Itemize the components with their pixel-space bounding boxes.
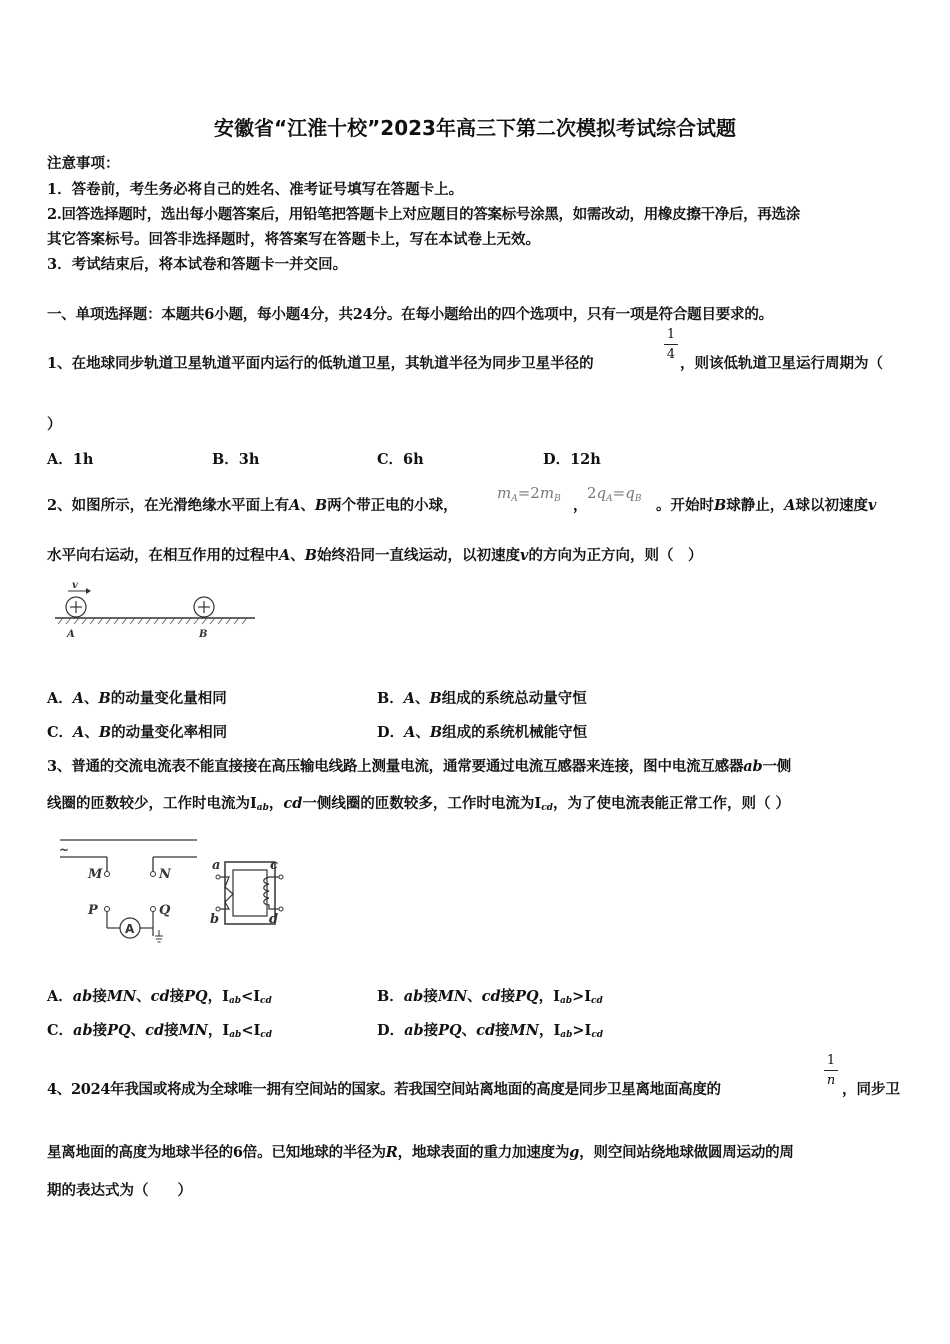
q3-opt-d-y2: MN	[509, 1022, 539, 1039]
q2-text-a1: 2、如图所示，在光滑绝缘水平面上有	[47, 497, 290, 514]
label-d: d	[269, 912, 279, 927]
terminal-q	[151, 907, 156, 912]
q1-option-b[interactable]: B．3h	[212, 451, 260, 468]
q3-opt-d-s2: cd	[591, 1030, 604, 1040]
q1-fraction	[664, 327, 678, 362]
q3-opt-c-rel: <	[241, 1022, 254, 1039]
q3-opt-c-comma: ，	[207, 1022, 223, 1039]
fig-label-a: A	[67, 629, 75, 640]
q3-var-cd: cd	[283, 795, 303, 812]
q2-sep2: 、	[290, 547, 305, 564]
f2-q: q	[596, 484, 607, 502]
q3-var-ab: ab	[743, 758, 763, 775]
q3-opt-c-y2: MN	[178, 1022, 208, 1039]
q2-var-v: v	[868, 497, 877, 514]
q3-figure	[55, 832, 295, 947]
q3-opt-c-x2: cd	[145, 1022, 165, 1039]
q3-opt-a-rel: <	[241, 988, 254, 1005]
q2-line2-b: 始终沿同一直线运动，以初速度	[317, 547, 521, 564]
transformer-core-inner	[233, 870, 267, 916]
q1-option-c[interactable]: C．6h	[377, 451, 424, 468]
q4-stem-line-1: 4、2024年我国或将成为全球唯一拥有空间站的国家。若我国空间站离地面的高度是同步卫星离地面高度的	[47, 1081, 721, 1098]
q3-opt-b-i1: I	[553, 988, 560, 1005]
q3-opt-b-s2: cd	[591, 996, 603, 1006]
terminal-d	[279, 907, 283, 911]
q3-opt-c-t1: 接	[92, 1022, 108, 1039]
q3-opt-a-s1: ab	[228, 996, 242, 1006]
q3-opt-c-s2: cd	[260, 1030, 273, 1040]
terminal-p	[105, 907, 110, 912]
notes-item-1: 1．答卷前，考生务必将自己的姓名、准考证号填写在答题卡上。	[47, 181, 464, 198]
q2-formula-charge	[587, 484, 641, 504]
q2-opt-b-var-b: B	[429, 690, 442, 707]
q3-option-c[interactable]	[47, 1019, 272, 1040]
q3-opt-a-comma: ，	[207, 988, 223, 1005]
q3-opt-c-i1: I	[222, 1022, 230, 1039]
q2-var-a2: A	[784, 497, 796, 514]
q3-opt-d-i2: I	[584, 1022, 592, 1039]
fig-label-b: B	[199, 629, 208, 640]
label-m: M	[88, 867, 103, 882]
q2-opt-c-sep: 、	[84, 724, 99, 741]
f1-sub-a: A	[511, 494, 518, 504]
terminal-b	[216, 907, 220, 911]
q3-line2-b: ，	[268, 795, 284, 812]
q2-opt-d-pre: D．	[377, 724, 405, 741]
q2-opt-d-sep: 、	[415, 724, 430, 741]
q3-line2-d: ，为了使电流表能正常工作，则（ ）	[552, 795, 791, 812]
q3-opt-d-comma: ，	[538, 1022, 554, 1039]
label-c: c	[270, 858, 278, 873]
terminal-c	[279, 875, 283, 879]
ground-hatch	[58, 618, 247, 624]
q3-opt-b-i2: I	[584, 988, 592, 1005]
q3-opt-c-y1: PQ	[107, 1022, 131, 1039]
q3-opt-b-sep: 、	[467, 988, 482, 1005]
q2-opt-d-var-a: A	[404, 724, 416, 741]
q3-opt-d-t2: 接	[495, 1022, 510, 1039]
q4-var-g: g	[569, 1144, 580, 1161]
q3-line2-a: 线圈的匝数较少，工作时电流为	[47, 795, 250, 812]
q3-opt-d-x2: cd	[476, 1022, 496, 1039]
label-p: P	[88, 903, 98, 918]
q2-opt-c-pre: C．	[47, 724, 74, 741]
q3-sub-ab: ab	[256, 803, 269, 813]
q3-i-ab: I	[250, 795, 257, 812]
terminal-n	[151, 872, 156, 877]
q4-frac-num: 1	[826, 1053, 836, 1068]
q1-stem	[47, 352, 594, 373]
f2-sub-b: B	[634, 494, 642, 504]
f1-sub-b: B	[554, 494, 561, 504]
q2-figure	[50, 575, 270, 645]
q2-stem-line-1	[47, 494, 458, 515]
q3-opt-a-t1: 接	[92, 988, 107, 1005]
q3-sub-cd: cd	[541, 803, 553, 813]
q1-text-b: ，则该低轨道卫星运行周期为（	[680, 355, 883, 372]
q3-opt-d-s1: ab	[560, 1030, 573, 1040]
q2-var-a3: A	[279, 547, 291, 564]
primary-coil	[220, 877, 233, 909]
q3-opt-b-x2: cd	[481, 988, 501, 1005]
q4-stem-line-3: 期的表达式为（ ）	[47, 1182, 192, 1199]
q2-text-a3: 。开始时	[656, 497, 714, 514]
q3-opt-a-t2: 接	[169, 988, 185, 1005]
q2-opt-d-var-b: B	[429, 724, 443, 741]
q3-opt-a-pre: A．	[47, 988, 73, 1005]
q3-option-a[interactable]	[47, 985, 272, 1006]
q4-var-r: R	[385, 1144, 398, 1161]
q4-line2-b: ，地球表面的重力加速度为	[397, 1144, 570, 1161]
q1-text-c: ）	[47, 416, 62, 433]
f2-q2: q	[625, 484, 635, 502]
q3-option-b[interactable]	[377, 985, 603, 1006]
q3-opt-b-rel: >	[572, 988, 585, 1005]
q3-line2-c: 一侧线圈的匝数较多，工作时电流为	[302, 795, 535, 812]
q2-opt-d-post: 组成的系统机械能守恒	[442, 724, 588, 741]
notes-item-2-line-1: 2.回答选择题时，选出每小题答案后，用铅笔把答题卡上对应题目的答案标号涂黑，如需改动，用橡皮擦干净后，再选涂	[47, 206, 800, 223]
label-b: b	[210, 912, 220, 927]
f2-eq: =	[612, 484, 626, 502]
f1-m2: m	[539, 484, 555, 502]
q3-opt-d-pre: D．	[377, 1022, 405, 1039]
q3-opt-d-sep: 、	[461, 1022, 477, 1039]
q3-opt-c-x1: ab	[73, 1022, 93, 1039]
q3-opt-c-sep: 、	[130, 1022, 146, 1039]
q1-option-a[interactable]: A．1h	[47, 451, 94, 468]
secondary-coil	[264, 877, 279, 909]
q3-opt-a-i1: I	[222, 988, 229, 1005]
q3-opt-b-y2: PQ	[515, 988, 539, 1005]
q1-text-a: 1、在地球同步轨道卫星轨道平面内运行的低轨道卫星，其轨道半径为同步卫星半径的	[47, 355, 594, 372]
q3-opt-b-t2: 接	[500, 988, 516, 1005]
q3-line1: 3、普通的交流电流表不能直接接在高压输电线路上测量电流，通常要通过电流互感器来连接，图中电流互感器	[47, 758, 744, 775]
q2-var-b: B	[314, 497, 328, 514]
notes-heading: 注意事项：	[47, 155, 120, 172]
q2-opt-b-var-a: A	[403, 690, 416, 707]
q3-opt-c-t2: 接	[164, 1022, 179, 1039]
q2-var-b3: B	[304, 547, 318, 564]
q2-line2-a: 水平向右运动，在相互作用的过程中	[47, 547, 279, 564]
f2-sub-a: A	[606, 494, 613, 504]
q2-formula-mass	[497, 484, 561, 504]
label-q: Q	[159, 903, 171, 918]
q1-option-d[interactable]: D．12h	[543, 451, 601, 468]
q3-stem-line-2	[47, 792, 790, 813]
notes-item-2-line-2: 其它答案标号。回答非选择题时，将答案写在答题卡上，写在本试卷上无效。	[47, 231, 540, 248]
q2-sep: 、	[300, 497, 315, 514]
page-title: 安徽省“江淮十校”2023年高三下第二次模拟考试综合试题	[214, 116, 736, 140]
q3-opt-a-sep: 、	[136, 988, 151, 1005]
q3-i-cd: I	[534, 795, 542, 812]
q3-opt-b-pre: B．	[377, 988, 404, 1005]
q3-opt-d-i1: I	[553, 1022, 561, 1039]
q1-frac-num: 1	[666, 327, 676, 342]
q3-opt-b-s1: ab	[559, 996, 573, 1006]
q3-opt-a-x1: ab	[72, 988, 93, 1005]
q2-option-d[interactable]	[377, 721, 587, 742]
q2-text-a4: 球静止，	[726, 497, 785, 514]
q2-opt-a-sep: 、	[84, 690, 99, 707]
q2-opt-a-pre: A．	[47, 690, 73, 707]
q2-opt-a-var-b: B	[98, 690, 111, 707]
q2-option-b[interactable]	[377, 687, 587, 708]
q3-opt-d-x1: ab	[404, 1022, 424, 1039]
fig-velocity-label: v	[72, 580, 78, 591]
q2-text-a2: 两个带正电的小球，	[327, 497, 458, 514]
frac-bar	[664, 344, 678, 345]
q2-stem-line-2	[47, 544, 702, 565]
q3-opt-a-y2: PQ	[184, 988, 208, 1005]
ammeter-label: A	[125, 922, 135, 936]
q2-opt-c-var-b: B	[98, 724, 112, 741]
q3-opt-c-s1: ab	[229, 1030, 242, 1040]
velocity-arrow-head	[86, 588, 91, 594]
q3-opt-a-i2: I	[253, 988, 261, 1005]
q3-opt-b-t1: 接	[423, 988, 438, 1005]
label-a: a	[212, 858, 221, 873]
terminal-m	[105, 872, 110, 877]
q2-text-a5: 球以初速度	[795, 497, 869, 514]
q3-stem-line-1	[47, 755, 791, 776]
q2-opt-c-var-a: A	[73, 724, 85, 741]
q3-opt-b-comma: ，	[538, 988, 554, 1005]
q4-line2-c: ，则空间站绕地球做圆周运动的周	[579, 1144, 794, 1161]
ac-symbol: ~	[59, 843, 70, 857]
section-heading: 一、单项选择题：本题共6小题，每小题4分，共24分。在每小题给出的四个选项中，只有一项是符合题目要求的。	[47, 306, 773, 323]
q2-opt-b-sep: 、	[415, 690, 430, 707]
q3-opt-c-pre: C．	[47, 1022, 74, 1039]
label-n: N	[159, 867, 171, 882]
q2-opt-c-post: 的动量变化率相同	[111, 724, 228, 741]
q2-comma: ，	[573, 497, 588, 514]
q2-option-a[interactable]	[47, 687, 227, 708]
q4-frac-den: n	[826, 1073, 836, 1088]
q3-opt-b-y1: MN	[437, 988, 468, 1005]
q3-option-d[interactable]	[377, 1019, 603, 1040]
q3-opt-b-x1: ab	[403, 988, 424, 1005]
q3-opt-a-x2: cd	[150, 988, 170, 1005]
q2-var-b2: B	[714, 497, 727, 514]
q3-opt-d-y1: PQ	[438, 1022, 462, 1039]
q3-opt-d-t1: 接	[423, 1022, 439, 1039]
q2-opt-b-post: 组成的系统总动量守恒	[441, 690, 587, 707]
q2-var-v2: v	[520, 547, 529, 564]
q4-fraction	[824, 1053, 838, 1088]
f2-pre: 2	[587, 484, 597, 502]
q3-opt-a-s2: cd	[260, 996, 272, 1006]
q2-opt-a-post: 的动量变化量相同	[110, 690, 227, 707]
q2-option-c[interactable]	[47, 721, 227, 742]
q3-opt-a-y1: MN	[106, 988, 137, 1005]
q2-opt-a-var-a: A	[72, 690, 85, 707]
q4-line1-end: ，同步卫	[842, 1081, 900, 1098]
q4-stem-line-2	[47, 1141, 794, 1162]
q3-opt-d-rel: >	[572, 1022, 585, 1039]
q2-var-a: A	[289, 497, 301, 514]
terminal-a	[216, 875, 220, 879]
notes-item-3: 3．考试结束后，将本试卷和答题卡一并交回。	[47, 256, 348, 273]
q2-line2-c: 的方向为正方向，则（ ）	[528, 547, 703, 564]
q3-line1-end: 一侧	[762, 758, 792, 775]
q4-line2-a: 星离地面的高度为地球半径的6倍。已知地球的半径为	[47, 1144, 386, 1161]
f1-m: m	[497, 484, 512, 502]
f1-eq: =2	[517, 484, 540, 502]
q1-frac-den: 4	[666, 347, 676, 362]
q2-stem-tail	[656, 494, 876, 515]
q3-opt-c-i2: I	[253, 1022, 261, 1039]
q2-opt-b-pre: B．	[377, 690, 404, 707]
frac-bar	[824, 1070, 838, 1071]
